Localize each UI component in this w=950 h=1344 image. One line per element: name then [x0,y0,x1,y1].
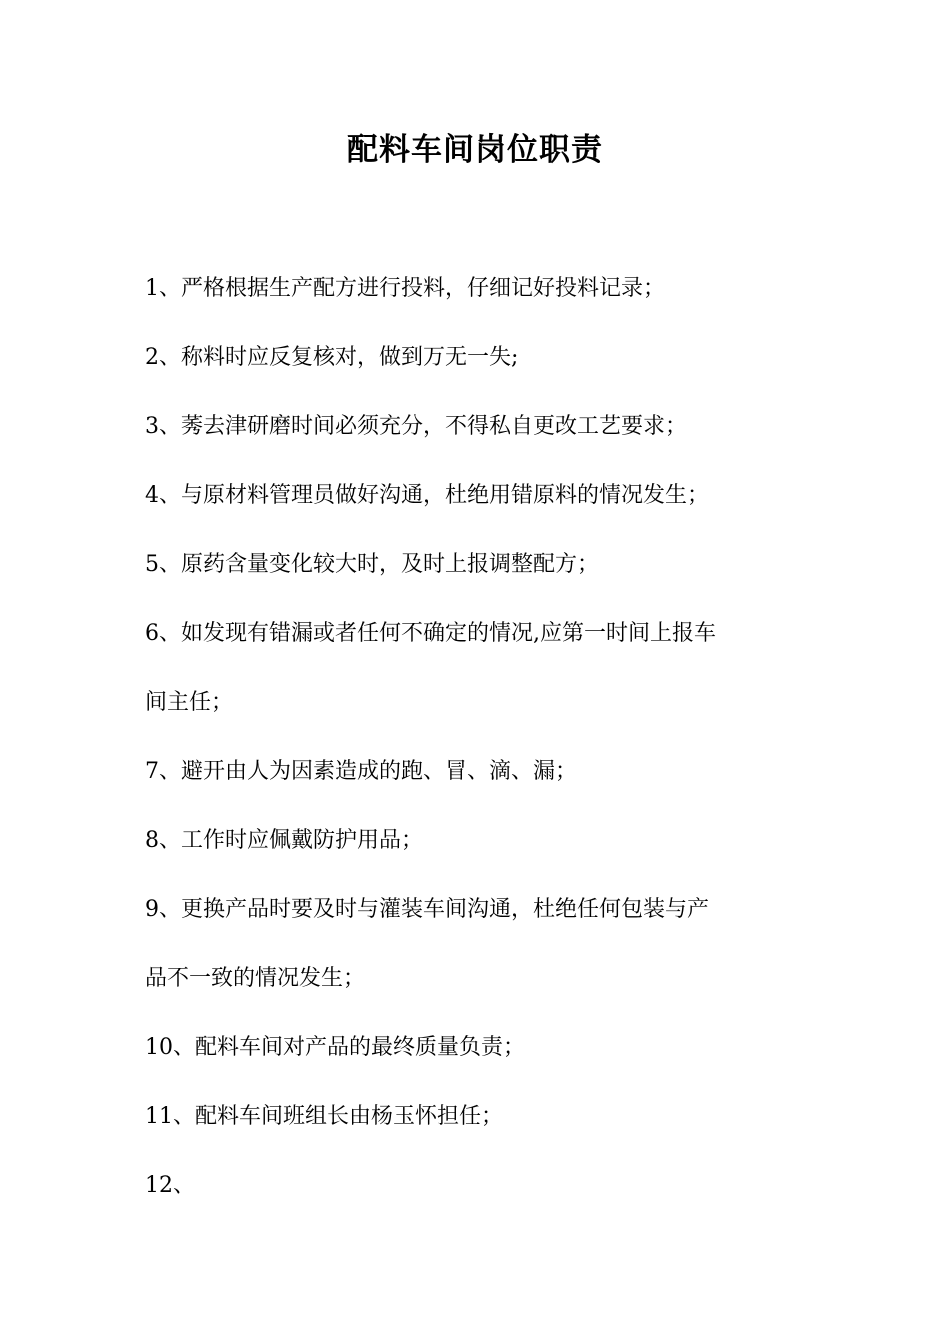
list-item [145,410,815,444]
list-item-text: 7、避开由人为因素造成的跑、冒、滴、漏； [145,759,577,784]
list-item [145,548,815,582]
list-item-continuation: 品不一致的情况发生； [145,966,366,991]
list-item-text: 3、莠去津研磨时间必须充分，不得私自更改工艺要求； [145,414,687,439]
list-item-text: 1、严格根据生产配方进行投料，仔细记好投料记录； [145,276,665,301]
list-item [145,1031,815,1065]
duty-list [145,272,815,1238]
list-item [145,272,815,306]
list-item-text: 5、原药含量变化较大时，及时上报调整配方； [145,552,599,577]
list-item [145,893,815,996]
list-item [145,1169,815,1203]
list-item [145,617,815,720]
list-item-text: 11、配料车间班组长由杨玉怀担任； [145,1104,503,1129]
list-item [145,755,815,789]
list-item-text: 2、称料时应反复核对，做到万无一失; [145,345,519,370]
list-item-text: 6、如发现有错漏或者任何不确定的情况,应第一时间上报车 [145,621,716,646]
list-item [145,824,815,858]
document-title: 配料车间岗位职责 [347,132,603,168]
list-item-text: 4、与原材料管理员做好沟通，杜绝用错原料的情况发生； [145,483,709,508]
list-item [145,341,815,375]
list-item-text: 8、工作时应佩戴防护用品； [145,828,423,853]
list-item-text: 12、 [145,1173,195,1198]
list-item [145,479,815,513]
list-item [145,1100,815,1134]
list-item-continuation: 间主任； [145,690,234,715]
list-item-text: 10、配料车间对产品的最终质量负责； [145,1035,525,1060]
list-item-text: 9、更换产品时要及时与灌装车间沟通，杜绝任何包装与产 [145,897,709,922]
